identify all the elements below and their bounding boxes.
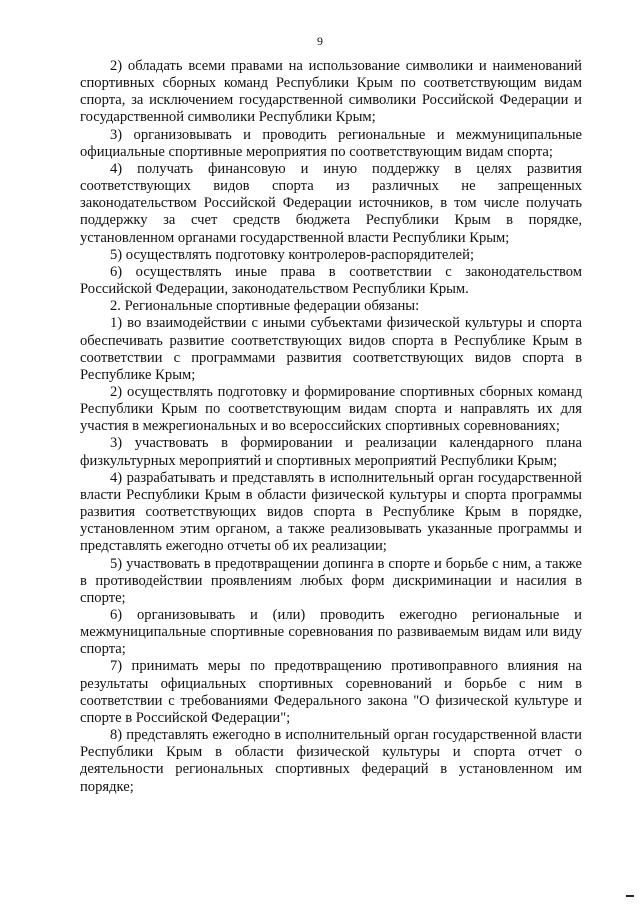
paragraph: 5) осуществлять подготовку контролеров-распорядителей; [110, 246, 474, 263]
paragraph: 4) получать финансовую и иную поддержку в целях развития соответствующих видов спорта из различных не запрещенных законодательством Российской Федерации источников, в том числе получать поддержку за счет средств бюджета Республики Крым в порядке, установленном органами государственной власти Республики Крым; [80, 160, 582, 246]
scan-mark [626, 895, 634, 897]
document-body [80, 58, 582, 796]
paragraph: 6) организовывать и (или) проводить ежегодно региональные и межмуниципальные спортивные соревнования по развиваемым видам или виду спорта; [80, 607, 582, 658]
paragraph: 2) осуществлять подготовку и формирование спортивных сборных команд Республики Крым по соответствующим видам спорта и направлять их для участия в межрегиональных и во всероссийских спортивных соревнованиях; [80, 383, 582, 435]
paragraph: 1) во взаимодействии с иными субъектами физической культуры и спорта обеспечивать развитие соответствующих видов спорта в Республике Крым в соответствии с программами развития соответствующих видов спорта в Республике Крым; [80, 315, 582, 383]
paragraph: 3) участвовать в формировании и реализации календарного плана физкультурных мероприятий и спортивных мероприятий Республики Крым; [80, 435, 582, 469]
paragraph: 5) участвовать в предотвращении допинга в спорте и борьбе с ним, а также в противодействии проявлениям любых форм дискриминации и насилия в спорте; [80, 555, 582, 606]
paragraph: 7) принимать меры по предотвращению противоправного влияния на результаты официальных спортивных соревнований и борьбе с ним в соответствии с требованиями Федерального закона "О физической культуре и спорте в Российской Федерации"; [80, 658, 582, 726]
section-heading: 2. Региональные спортивные федерации обязаны: [110, 298, 420, 315]
paragraph: 4) разрабатывать и представлять в исполнительный орган государственной власти Республики Крым в области физической культуры и спорта программы развития соответствующих видов спорта в Республике Крым в порядке, установленном этим органом, а также реализовывать указанные программы и представлять ежегодно отчеты об их реализации; [80, 469, 582, 555]
paragraph: 2) обладать всеми правами на использование символики и наименований спортивных сборных команд Республики Крым по соответствующим видам спорта, за исключением государственной символики Российской Федерации и государственной символики Республики Крым; [80, 58, 582, 126]
paragraph: 6) осуществлять иные права в соответствии с законодательством Российской Федерации, законодательством Республики Крым. [80, 263, 582, 298]
paragraph: 3) организовывать и проводить региональные и межмуниципальные официальные спортивные мероприятия по соответствующим видам спорта; [80, 126, 582, 160]
page-number: 9 [317, 34, 323, 48]
paragraph: 8) представлять ежегодно в исполнительный орган государственной власти Республики Крым в области физической культуры и спорта отчет о деятельности региональных спортивных федераций в установленном им порядке; [80, 727, 582, 795]
